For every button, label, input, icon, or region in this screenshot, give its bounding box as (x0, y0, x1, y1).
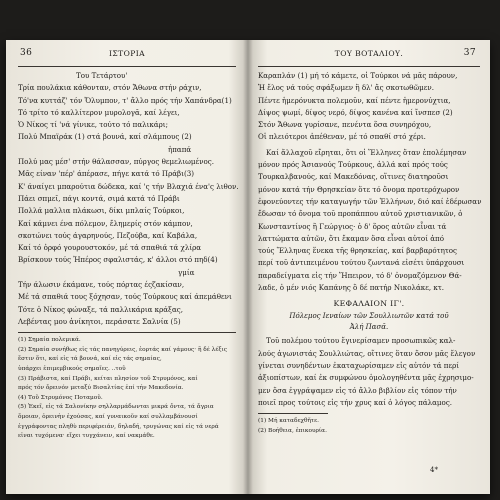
verse-line: Καί κάμνει ένα πόλεμον, ἔλημερίς στόν κάμπον, (18, 218, 193, 228)
verse-line: Τό τρίτο τό καλλίτερον μυρολογᾶ, καί λέγει, (18, 107, 180, 117)
verse-line: Ὁ Νίκος τί 'νά γίνικε, τούτο τό παλικάρι; (18, 120, 168, 130)
chapter-line: λούς ἀγωνιστάς Σουλλιώτας, οἵτινες ὅταν ὅσον μᾶς ἔλεγον (258, 348, 476, 358)
right-page (258, 48, 480, 488)
chapter-line: ἀξιοπίστων, καί ἐκ συμφώνου ὁμολογηθέντα μᾶς ἐχρησιμο- (258, 373, 474, 383)
right-page-number: 37 (463, 48, 476, 58)
prose-line: μόνον πρός Ἀσιανούς Τούρκους, ἀλλά καί πρός τούς (258, 160, 448, 170)
verse-line: γμία (178, 267, 195, 277)
chapter-subtitle: Ἀλή Πασᾶ. (349, 322, 389, 331)
signature-mark: 4* (430, 466, 438, 474)
right-running-head (258, 48, 480, 62)
right-footnotes (258, 417, 480, 436)
footnote: (1) Μή καταδεχθῆτε. (258, 418, 319, 425)
verse-line: Βρίσκουν τούς Ἠπέρος σφαλιστάς, κ' άλλοι στό πηδ(4) (18, 255, 218, 265)
left-page-number: 36 (20, 48, 33, 58)
prose-line: ἐφονεύοντες τήν καταγωγήν τῶν Ἑλλήνων, διό καί ἐδέρωσαν (258, 196, 482, 206)
verse-line: Πέντε ἡμερόνυκτα πολεμοῦν, καί πέντε ἡμερονύχτια, (258, 95, 451, 105)
chapter-text-block (258, 335, 480, 409)
prose-line: τούς Ἕλληνας ἕνεκα τῆς θρησκείας, καί βαρβαρότητος (258, 246, 458, 256)
prose-line: ἔδωσαν τό ὄνομα τοῦ προπάππου αὐτοῦ χριστιανικῶν, ὁ (258, 209, 463, 219)
footnote: ἐγγράφοντας πληθὺ περιφέρειάν, δηλαδή, τρυγώνας καί εἰς τά νερά (18, 423, 219, 430)
verse-line: Μέ τά σπαθιά τους ξόχησαν, τούς Τούρκους καί άπεμάθενι (18, 292, 232, 302)
footnote: ἔστιν ὅτι, καί εἰς τά βουνά, καί εἰς τάς σημαίας, (18, 356, 162, 363)
verse-line: Στόν Ἄθωνα γυρίσανε, πενέντα ὅσα συνηρόχου, (258, 120, 432, 130)
verse-line: σκοτώνει τούς άγαρηνούς, Πεζούβα, καί Καβάλα, (18, 230, 198, 240)
footnote: ὑπάρχει ἐπιμεμβικούς σημαῖες. ..τοῦ (18, 366, 126, 373)
verse-line: Πάει σπμεῖ, πάγι κοντά, σιμά κατά τό Πράβι (18, 193, 180, 203)
prose-line: παραδείγματα εἰς τήν Ἥπειρον, τό δ' ὀνομαζόμενον Θά- (258, 270, 462, 280)
chapter-line: μεν ὅσα ἐγγράψαμεν εἰς τό ἄλλο βιβλίον εἰς τόπον τήν (258, 385, 457, 395)
footnote: (2) Σημαία συνήθως εἰς τάς πανηγύρεις, ἑορτάς καί γάμους· ἢ δέ λέξις (18, 346, 228, 353)
chapter-heading: ΚΕΦΑΛΑΙΟΝ ΙΓ'. (333, 299, 405, 309)
right-footnote-rule (258, 413, 328, 414)
verse-line: Τρία πουλάκια κάθονταν, στόν Ἄθωνα στήν ράχιν, (18, 83, 202, 93)
chapter-line: γίνεται συνηδέντων ἐκαταχωρίσαμεν εἰς αὐτόν τά περί (258, 360, 460, 370)
verse-line: Τό'να κυττάζ' τόν Ὄλυμπον, τ' ἄλλο πρός τήν Χαπάνδρα(1) (18, 95, 232, 105)
verse-line: Καί τό ὀρφό γουρουστοκόν, μέ τά σπαθιά τά χλίρα (18, 243, 202, 253)
verse-line: Πολύ Μπαϊράκ (1) στά βουνά, καί σλάμπους (2) (18, 132, 192, 142)
right-running-title: ΤΟΥ ΒΟΤΑΛΙΟΥ. (334, 49, 404, 58)
verse-line: Πολλά μαλλια πλάκωσι, δίκι μπλαίς Τούρκοι, (18, 206, 185, 216)
chapter-subtitle: Πόλεμος Ιεναίων τῶν Σουλλιωτῶν κατά τοῦ (289, 312, 449, 321)
prose-line: λαττώματα αὐτῶν, ὅτι ἔκαμαν ὅσα εἶναι αὐτοί ἀπό (258, 233, 444, 243)
verse-line: Τήν άλωσιν έκάμανε, τούς πόρτας έςζακίσαν, (18, 280, 185, 290)
footnote: (5) Ἐκεῖ, εἰς τά Σαλονίκην σηλλαρμάδωνται μικρά ὄντα, τά ἄγρια (18, 404, 214, 411)
left-verse-block (18, 70, 239, 328)
prose-line: περί τοῦ ἀντιπειμένου τούτου ζωντανά εἰσέτι ὑπάρχουσι (258, 258, 465, 268)
verse-line: Μᾶς είναν 'πέρ' άπέρασε, πήγε κατά τό Πράβι(3) (18, 169, 194, 179)
right-prose-block (258, 147, 480, 295)
left-footnotes (18, 336, 236, 442)
verse-line: Λεβέντας μου ἀνίκητοι, περάσατε Σαλνία (5) (18, 316, 181, 326)
verse-line: Κ' άναίγει μπαρούτια δώδεκα, καί 'ς τήν Βλαχιά ένα'ς λιθον. (18, 181, 239, 191)
footnote: εἰναι τυχόμενα· εἴχει τυγχάνειν, καί νακμάθε. (18, 433, 155, 440)
verse-line: Του Τετάρτου' (76, 71, 128, 80)
verse-line: Τότε ὁ Νίκος φώναξε, τά παλλικάρια κράξας, (18, 304, 183, 314)
footnote: (3) Πράβιστα, καί Πράβι, κείται πλησίον τοῦ Στρυμόνος, καί (18, 375, 198, 382)
right-verse-block (258, 70, 480, 144)
book-gutter (243, 40, 253, 494)
prose-line: Κωνσταντίνος ἢ Γεώργιος· ὁ δ' ὅρος αὐτῶν εἶναι τά (258, 221, 447, 231)
verse-line: Πολύ μας μέσ' στήν θάλασσαν, πύργος θεμελιωμένος. (18, 157, 214, 167)
right-head-rule (258, 66, 480, 67)
footnote: (2) Βοήθεια, ἐπικουρία. (258, 427, 327, 434)
footnote: (4) Τοῦ Στρυμόνος Ποταμοῦ. (18, 394, 103, 401)
footnote: (1) Σημαία πολεμικά. (18, 337, 81, 344)
chapter-line: Τοῦ πολέμου τούτου ἔγινερίσαμεν προσωπικῶς καλ- (266, 336, 456, 346)
left-running-title: ΙΣΤΟΡΙΑ (108, 49, 146, 58)
footnote: ὅμοιαν, ὀρεινὴν ἐχούσας, καί γυναικοῦν καί συλλαμβάνουσί (18, 413, 198, 420)
verse-line: Ἡ ἔλος νά τούς σφάξωμεν ἢ δλ' ἄς σκοτωθῶμεν. (258, 83, 434, 93)
footnote: πρός τόν ὄρεινόν μεταξύ Βισαλτίας ἐπί τήν Μακεδονία. (18, 385, 184, 392)
chapter-line: ποιεῖ προς τούτοις εἰς τήν χρυς καί ὁ λόγος πάλαμος. (258, 397, 453, 407)
prose-line: Τουρκαλβανούς, καί Μακεδόνας, οἵτινες διατηροῦσι (258, 172, 449, 182)
verse-line: ἡπαπά (168, 144, 192, 154)
verse-line: Καραπλάν (1) μή τό κάμετε, οἱ Τούρκοι νά μᾶς πάρουν, (258, 71, 458, 80)
prose-line: μόνον κατά τήν Θρησκείαν ὅτε τό ὄνομα προτερόχωρον (258, 184, 460, 194)
left-footnote-rule (18, 332, 236, 333)
open-book-spread (6, 40, 490, 494)
verse-line: Οἱ πλειότεροι ἀπέθεναν, μέ τό σπαθί στό χέρι. (258, 132, 426, 142)
left-head-rule (18, 66, 236, 67)
verse-line: Δίψος ψωμί, δίψος νερό, δίψος κανένα καί ἴνσπεσ (2) (258, 107, 453, 117)
left-running-head (18, 48, 236, 62)
prose-line: λαδε, ὁ μέν νιός Καπάνης ὃ δέ πατήρ Νικολάκε, κτ. (258, 283, 445, 293)
prose-line: Καί ἄλλαχοῦ εἴρηται, ὅτι οἱ Ἕλληνες ὅταν ἐπολέμησαν (266, 147, 467, 157)
left-page (18, 48, 239, 488)
